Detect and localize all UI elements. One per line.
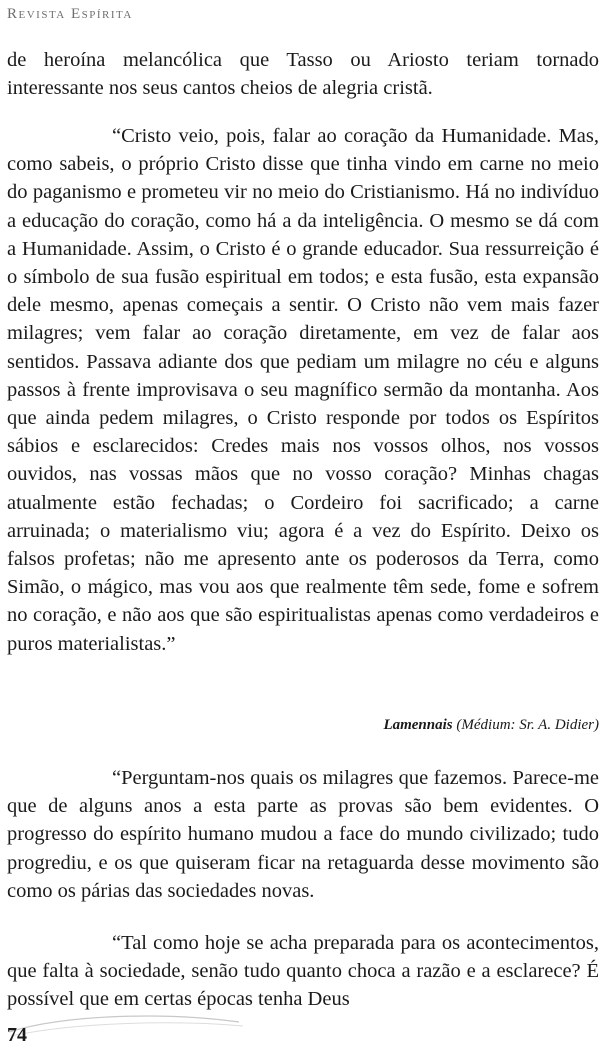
footer-swoosh-ornament <box>7 1008 247 1038</box>
paragraph-continuation: de heroína melancólica que Tasso ou Ariosto teriam tornado interessante nos seus cantos cheios de alegria cristã. <box>7 49 599 100</box>
signature-author: Lamennais <box>383 717 453 733</box>
paragraph-quote-society: “Tal como hoje se acha preparada para os acontecimentos, que falta à sociedade, senão tudo quanto choca a razão e a esclarece? É possível que em certas épocas tenha Deus <box>7 932 599 1011</box>
signature-line <box>383 717 599 734</box>
running-header: Revista Espírita <box>7 6 133 22</box>
page-number: 74 <box>7 1024 27 1046</box>
book-page <box>7 0 599 1055</box>
paragraph-quote-miracles: “Perguntam-nos quais os milagres que fazemos. Parece-me que de alguns anos a esta parte as provas são bem evidentes. O progresso do espírito humano mudou a face do mundo civilizado; tudo progrediu, e os que quiseram ficar na retaguarda desse movimento são como os párias das sociedades novas. <box>7 767 599 902</box>
signature-medium: (Médium: Sr. A. Didier) <box>456 717 599 733</box>
paragraph-quote-christ: “Cristo veio, pois, falar ao coração da Humanidade. Mas, como sabeis, o próprio Cristo disse que tinha vindo em carne no meio do paganismo e prometeu vir no meio do Cristianismo. Há no indivíduo a educação do coração, como há a da inteligência. O mesmo se dá com a Humanidade. Assim, o Cristo é o grande educador. Sua ressurreição é o símbolo de sua fusão espiritual em todos; e esta fusão, esta expansão dele mesmo, apenas começais a sentir. O Cristo não vem mais fazer milagres; vem falar ao coração diretamente, em vez de falar aos sentidos. Passava adiante dos que pediam um milagre no céu e alguns passos à frente improvisava o seu magnífico sermão da montanha. Aos que ainda pedem milagres, o Cristo responde por todos os Espíritos sábios e esclarecidos: Credes mais nos vossos olhos, nos vossos ouvidos, nas vossas mãos que no vosso coração? Minhas chagas atualmente estão fechadas; o Cordeiro foi sacrificado; a carne arruinada; o materialismo viu; agora é a vez do Espírito. Deixo os falsos profetas; não me apresento ante os poderosos da Terra, como Simão, o mágico, mas vou aos que realmente têm sede, fome e sofrem no coração, e não aos que são espiritualistas apenas como verdadeiros e puros materialistas.” <box>7 125 599 655</box>
